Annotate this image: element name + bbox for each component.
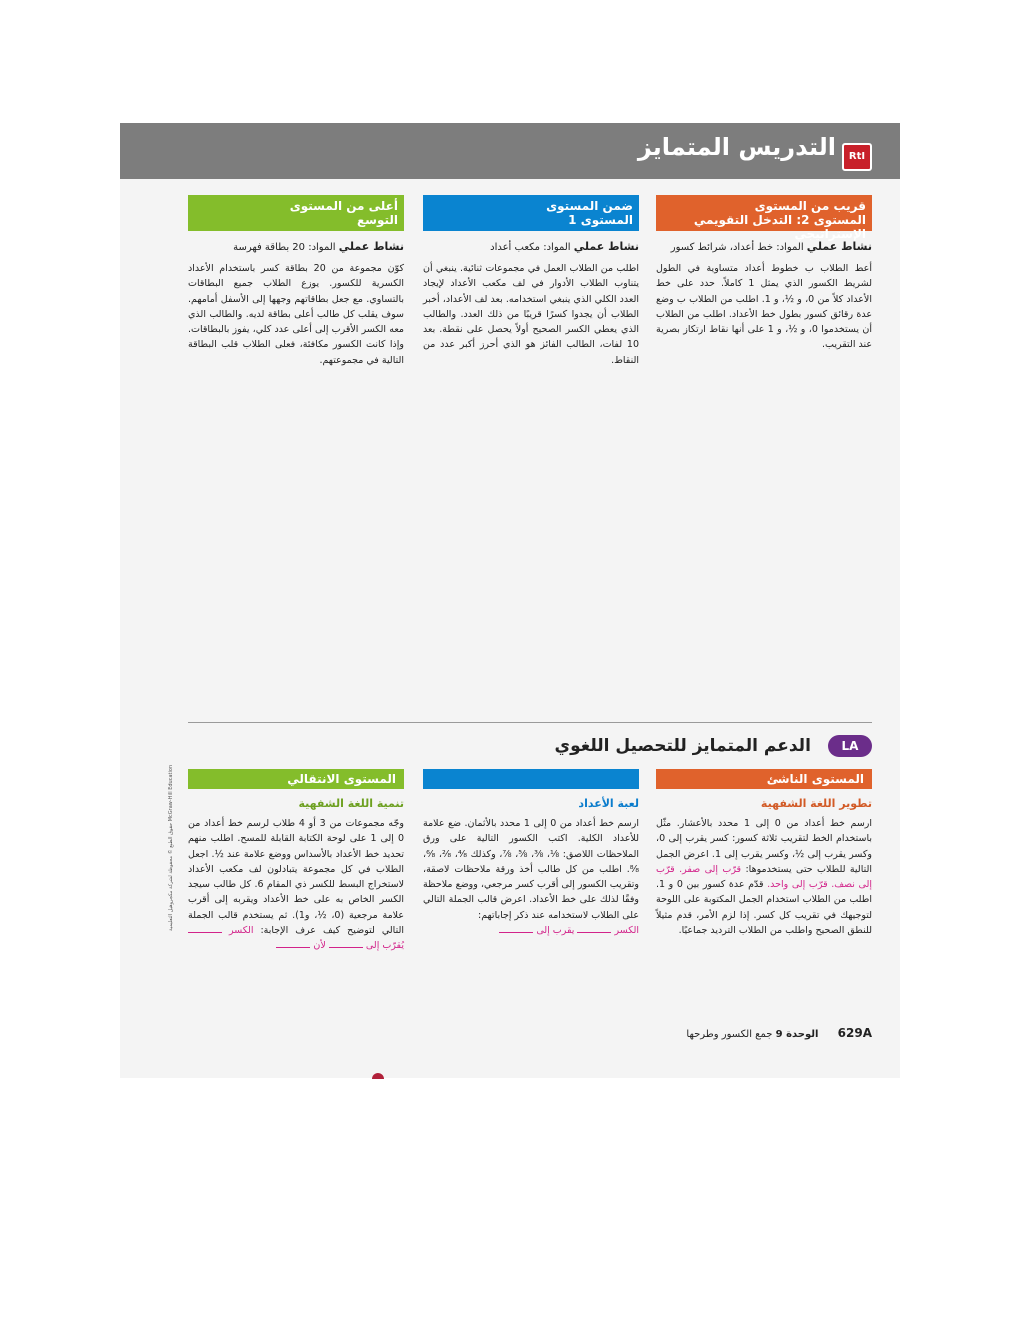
emerging-subtitle: تطوير اللغة الشفهية — [760, 797, 872, 810]
la-heading — [555, 735, 872, 757]
page-header — [120, 123, 900, 179]
approaching-title: قريب من المستوى — [754, 199, 866, 213]
onlevel-band — [423, 195, 639, 231]
copyright-sidebar — [168, 751, 178, 931]
beyond-activity — [188, 239, 404, 255]
beyond-column — [188, 195, 404, 368]
activity-label: نشاط عملي — [338, 240, 404, 253]
sentence-frame-a: الكسر — [228, 925, 254, 937]
la-badge: LA — [828, 735, 872, 757]
approaching-subtitle: المستوى 2: التدخل التقويمي الإستراتيجي — [693, 213, 866, 241]
answer-blank — [329, 947, 363, 948]
emerging-text-2: قدّم عدة كسور بين 0 و 1. اطلب من الطلاب استخدام الجمل المكتوبة على اللوحة لتوجيهك في تقريب كل كسر. إذا لزم الأمر، قدم مثيلاً للنطق الصحيح واطلب من الطلاب الترديد جماعيًا. — [656, 879, 872, 937]
transitional-column — [188, 769, 404, 954]
beyond-body: كوّن مجموعة من 20 بطاقة كسر باستخدام الأعداد الكسرية للكسور. يوزع الطلاب جميع البطاقات بالتساوي. مع جعل بطاقاتهم وجهها إلى الأسفل أمامهم. سوف يقلب كل طالب أعلى بطاقة لديه. والطالب الذي معه الكسر الأقرب إلى أعلى عدد كلي، يفوز بالبطاقات. وإذا كانت الكسور مكافئة، فعلى الطلاب قلب البطاقة التالية في مجموعتهم. — [188, 263, 405, 366]
onlevel-activity — [423, 239, 639, 255]
developing-column — [423, 769, 639, 938]
developing-band — [423, 769, 639, 789]
section-divider — [188, 722, 872, 723]
unit-label: الوحدة 9 — [775, 1029, 819, 1040]
emerging-phrases: قرّب إلى صفر. قرّب إلى نصف. قرّب إلى واحد. — [656, 863, 872, 891]
la-title: الدعم المتمايز للتحصيل اللغوي — [554, 736, 811, 756]
page-footer — [686, 1026, 872, 1040]
transitional-text: وجّه مجموعات من 3 أو 4 طلاب لرسم خط أعداد من 0 إلى 1 على لوحة الكتابة القابلة للمسح. اطلب منهم تحديد خط الأعداد بالأسداس ووضع علامة عند ½. اجعل الطلاب في كل مجموعة يتبادلون لف مكعب الأعداد لاستخراج البسط للكسر ذي المقام 6. كل طالب سيجد الكسر الخاص به على خط الأعداد ويقربه إلى أقرب علامة مرجعية (0، ½، و1). ثم يستخدم قالب الجملة التالي لتوضيح كيف عرف الإجابة: — [188, 818, 405, 937]
activity-label: نشاط عملي — [573, 240, 639, 253]
answer-blank — [577, 932, 611, 933]
sentence-frame-c: لأن — [313, 940, 326, 952]
answer-blank — [188, 932, 222, 933]
approaching-activity — [656, 239, 872, 255]
page — [120, 123, 900, 1078]
unit-title: جمع الكسور وطرحها — [686, 1029, 773, 1040]
sentence-frame-a: الكسر — [614, 925, 639, 937]
onlevel-subtitle: المستوى 1 — [568, 213, 633, 227]
materials: المواد: مكعب أعداد — [490, 242, 571, 253]
developing-subtitle: لعبة الأعداد — [578, 797, 639, 810]
transitional-body — [188, 816, 404, 954]
page-number: 629A — [837, 1026, 872, 1040]
approaching-band — [656, 195, 872, 241]
developing-body — [423, 816, 639, 938]
emerging-body — [656, 816, 872, 938]
transitional-subtitle: تنمية اللغة الشفهية — [298, 797, 404, 810]
activity-label: نشاط عملي — [806, 240, 872, 253]
materials: المواد: 20 بطاقة فهرسة — [233, 242, 336, 253]
beyond-subtitle: التوسع — [356, 213, 398, 227]
copyright-text: حقوق الطبع © محفوظة لشركة مكجروهيل التعليمية McGraw-Hill Education — [168, 764, 174, 931]
approaching-body: أعط الطلاب ب خطوط أعداد متساوية في الطول لشريط الكسور الذي يمثل 1 كاملاً. حدد على خط الأعداد كلاً من 0، و ½، و 1. اطلب من الطلاب ب وضع عدة رقائق كسور بطول خط الأعداد. اطلب من الطلاب أن يستخدموا 0، و ½، و 1 على أنها نقاط ارتكاز بصرية عند التقريب. — [656, 263, 872, 351]
page-title: التدريس المتمايز — [637, 133, 836, 161]
emerging-band: المستوى الناشئ — [656, 769, 872, 789]
onlevel-body: اطلب من الطلاب العمل في مجموعات ثنائية. ينبغي أن يتناوب الطلاب الأدوار في لف مكعب الأعداد لإيجاد العدد الكلي الذي ينبغي استخدامه. بعد لف الأعداد، أخبر الطلاب أن يجدوا كسرًا قريبًا من ذلك العدد. والطالب الذي يعطي الكسر الصحيح أولاً يحصل على نقطة. بعد 10 لفات، الطالب الفائز هو الذي أحرز أكبر عدد من النقاط. — [423, 263, 639, 366]
developing-text: ارسم خط أعداد من 0 إلى 1 محدد بالأثمان. ضع علامة للأعداد الكلية. اكتب الكسور التالية على ورق الملاحظات اللاصق: ⅛، ⅜، ⅝، ⅞، وكذلك ⁴⁄₈، ²⁄₈، ⁶⁄₈، ⁸⁄₈. اطلب من كل طالب أخذ ورقة ملاحظات لاصقة، وتقريب الكسور إلى أقرب كسر مرجعي، ووضع ملاحظة وفقًا لذلك على خط الأعداد. اعرض قالب الجملة التالي على الطلاب لاستخدامه عند ذكر إجاباتهم: — [423, 818, 640, 921]
sentence-frame-b: يقرب إلى — [536, 925, 575, 937]
answer-blank — [499, 932, 533, 933]
rti-badge: RtI — [842, 143, 872, 171]
materials: المواد: خط أعداد، شرائط كسور — [670, 242, 804, 253]
answer-blank — [276, 947, 310, 948]
emerging-text: ارسم خط أعداد من 0 إلى 1 محدد بالأعشار. مثّل باستخدام الخط لتقريب ثلاثة كسور: كسر يقرب إلى 0، وكسر يقرب إلى ½، وكسر يقرب إلى 1. اعرض الجمل التالية للطلاب حتى يستخدموها: — [656, 818, 873, 875]
sentence-frame-b: يُقرّب إلى — [365, 940, 404, 952]
decorative-tab — [372, 1073, 384, 1079]
approaching-column — [656, 195, 872, 353]
transitional-band: المستوى الانتقالي — [188, 769, 404, 789]
onlevel-title: ضمن المستوى — [546, 199, 633, 213]
beyond-title: أعلى من المستوى — [289, 199, 398, 213]
beyond-band — [188, 195, 404, 231]
emerging-column — [656, 769, 872, 938]
onlevel-column — [423, 195, 639, 368]
